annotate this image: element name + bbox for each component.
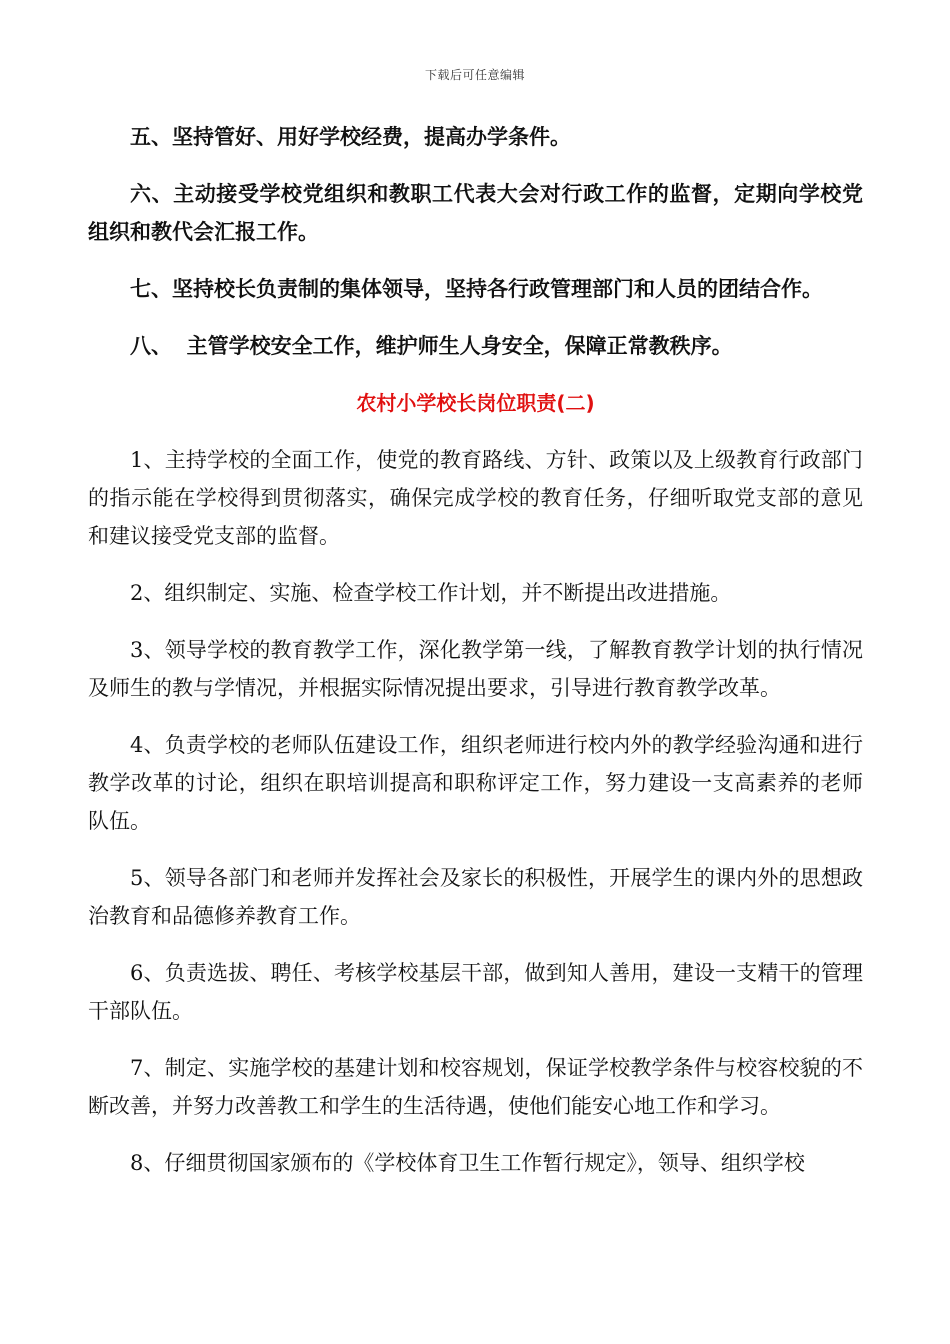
duty-item-8: 8、仔细贯彻国家颁布的《学校体育卫生工作暂行规定》，领导、组织学校 xyxy=(130,1151,805,1175)
bold-item-6: 六、主动接受学校党组织和教职工代表大会对行政工作的监督，定期向学校党组织和教代会汇报工作。 xyxy=(88,182,863,244)
duty-item-1: 1、主持学校的全面工作，使党的教育路线、方针、政策以及上级教育行政部门的指示能在学校得到贯彻落实，确保完成学校的教育任务，仔细听取党支部的意见和建议接受党支部的监督。 xyxy=(88,448,863,548)
document-body xyxy=(88,118,863,1201)
duty-item-5: 5、领导各部门和老师并发挥社会及家长的积极性，开展学生的课内外的思想政治教育和品德修养教育工作。 xyxy=(88,866,863,928)
section-title: 农村小学校长岗位职责(二) xyxy=(356,391,595,415)
bold-item-8: 八、 主管学校安全工作，维护师生人身安全，保障正常教秩序。 xyxy=(130,334,733,358)
header-note: 下载后可任意编辑 xyxy=(424,68,525,82)
duty-item-7: 7、制定、实施学校的基建计划和校容规划，保证学校教学条件与校容校貌的不断改善，并努力改善教工和学生的生活待遇，使他们能安心地工作和学习。 xyxy=(88,1056,863,1118)
duty-item-6: 6、负责选拔、聘任、考核学校基层干部，做到知人善用，建设一支精干的管理干部队伍。 xyxy=(88,961,863,1023)
bold-item-7: 七、坚持校长负责制的集体领导，坚持各行政管理部门和人员的团结合作。 xyxy=(130,277,823,301)
bold-item-5: 五、坚持管好、用好学校经费，提高办学条件。 xyxy=(130,125,571,149)
duty-item-4: 4、负责学校的老师队伍建设工作，组织老师进行校内外的教学经验沟通和进行教学改革的讨论，组织在职培训提高和职称评定工作，努力建设一支高素养的老师队伍。 xyxy=(88,733,863,833)
duty-item-2: 2、组织制定、实施、检查学校工作计划，并不断提出改进措施。 xyxy=(130,581,732,605)
duty-item-3: 3、领导学校的教育教学工作，深化教学第一线，了解教育教学计划的执行情况及师生的教与学情况，并根据实际情况提出要求，引导进行教育教学改革。 xyxy=(88,638,863,700)
